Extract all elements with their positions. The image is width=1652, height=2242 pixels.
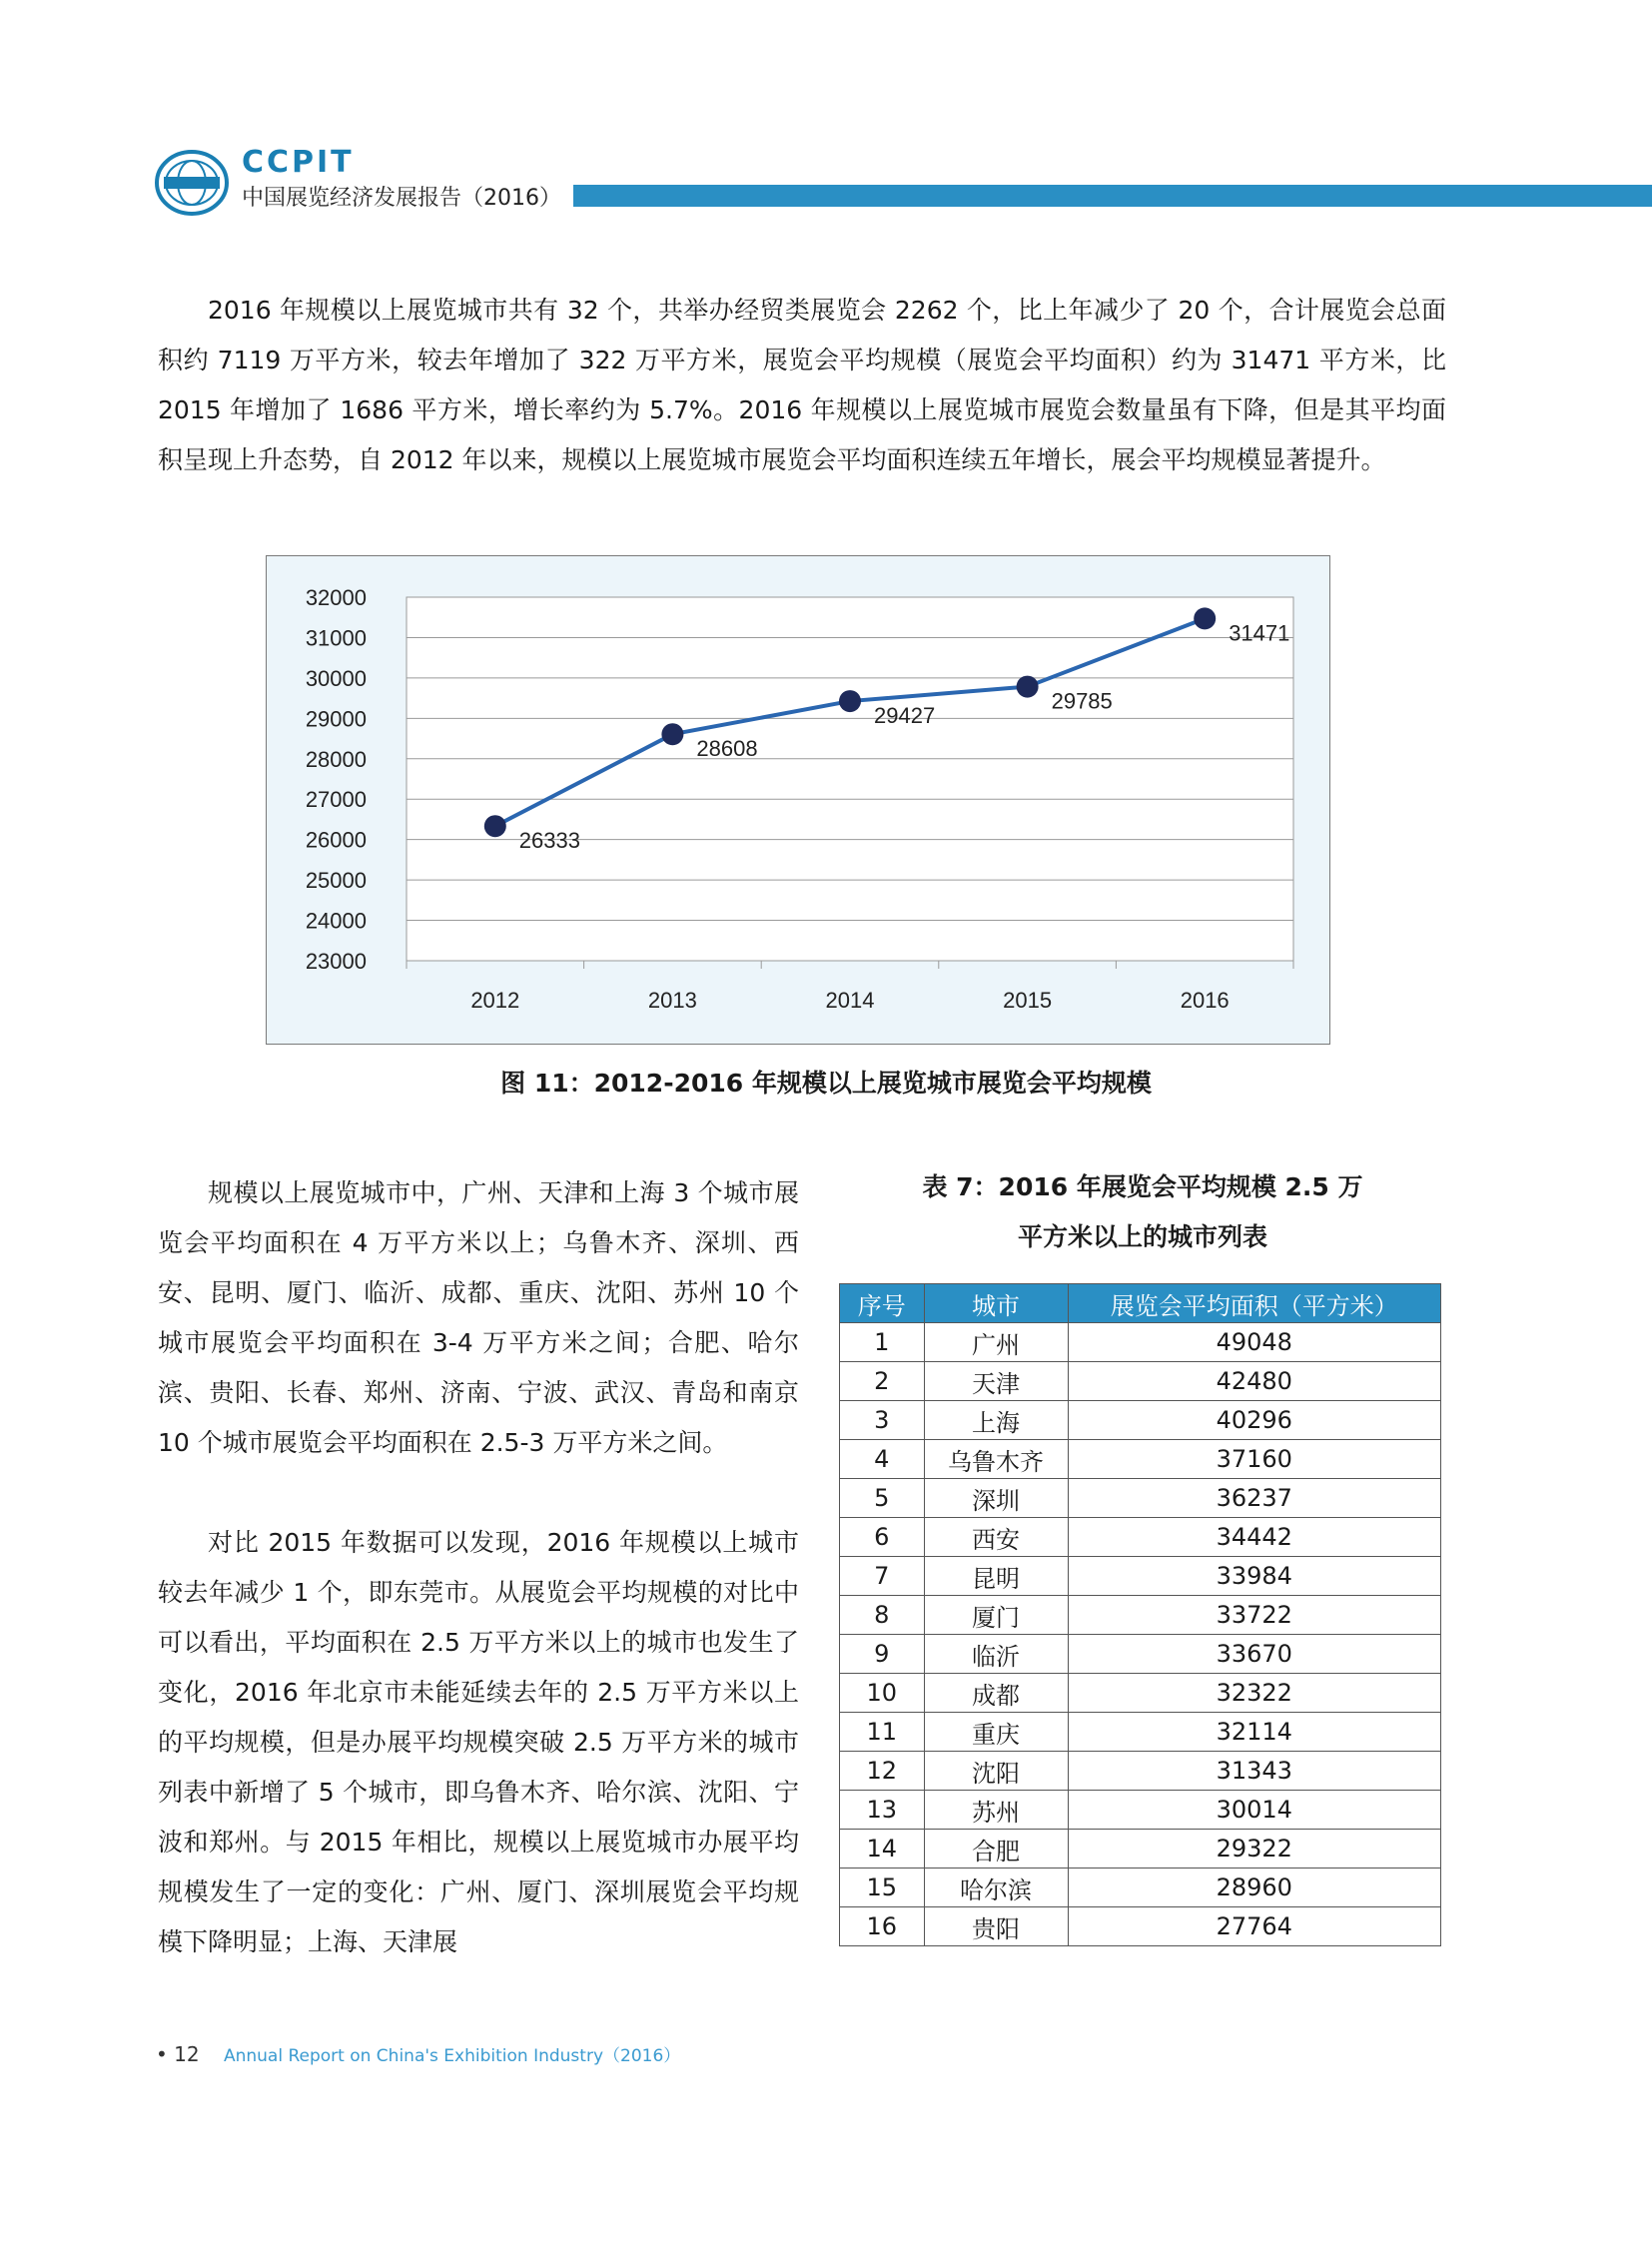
row-avg-area: 32114	[1068, 1713, 1440, 1752]
table-row	[840, 1518, 1441, 1557]
row-avg-area: 33722	[1068, 1596, 1440, 1635]
row-avg-area: 27764	[1068, 1907, 1440, 1946]
table-row	[840, 1868, 1441, 1907]
row-index: 15	[840, 1868, 925, 1907]
y-tick-label: 28000	[305, 746, 367, 772]
table-row	[840, 1907, 1441, 1946]
data-point	[661, 723, 683, 745]
row-city: 上海	[924, 1401, 1068, 1440]
row-avg-area: 28960	[1068, 1868, 1440, 1907]
page-number: • 12	[156, 2042, 200, 2066]
header-avg-area: 展览会平均面积（平方米）	[1068, 1284, 1440, 1323]
row-avg-area: 32322	[1068, 1674, 1440, 1713]
row-index: 16	[840, 1907, 925, 1946]
table-row	[840, 1401, 1441, 1440]
x-tick-label: 2013	[647, 988, 697, 1013]
row-city: 深圳	[924, 1479, 1068, 1518]
figure-caption: 图 11：2012-2016 年规模以上展览城市展览会平均规模	[500, 1069, 1152, 1098]
row-avg-area: 37160	[1068, 1440, 1440, 1479]
y-tick-label: 29000	[305, 706, 367, 732]
row-avg-area: 34442	[1068, 1518, 1440, 1557]
table-row	[840, 1479, 1441, 1518]
city-area-table	[839, 1283, 1441, 1946]
x-tick-label: 2012	[470, 988, 520, 1013]
data-label: 31471	[1229, 620, 1290, 646]
table-caption-line1: 表 7：2016 年展览会平均规模 2.5 万	[922, 1172, 1363, 1201]
data-label: 29785	[1051, 688, 1113, 714]
table-header-row	[840, 1284, 1441, 1323]
row-avg-area: 31343	[1068, 1752, 1440, 1791]
row-city: 广州	[924, 1323, 1068, 1362]
table-row	[840, 1323, 1441, 1362]
header-index: 序号	[840, 1284, 925, 1323]
data-point	[1194, 607, 1216, 629]
row-city: 天津	[924, 1362, 1068, 1401]
report-title: 中国展览经济发展报告（2016）	[242, 186, 561, 211]
row-city: 临沂	[924, 1635, 1068, 1674]
row-city: 合肥	[924, 1830, 1068, 1868]
row-city: 重庆	[924, 1713, 1068, 1752]
row-city: 哈尔滨	[924, 1868, 1068, 1907]
y-tick-label: 25000	[305, 868, 367, 894]
row-city: 成都	[924, 1674, 1068, 1713]
row-index: 1	[840, 1323, 925, 1362]
y-tick-label: 23000	[305, 949, 367, 974]
row-city: 贵阳	[924, 1907, 1068, 1946]
row-avg-area: 40296	[1068, 1401, 1440, 1440]
row-city: 乌鲁木齐	[924, 1440, 1068, 1479]
row-index: 3	[840, 1401, 925, 1440]
brand-name: CCPIT	[242, 145, 355, 180]
row-index: 12	[840, 1752, 925, 1791]
row-index: 13	[840, 1791, 925, 1830]
row-index: 9	[840, 1635, 925, 1674]
page-footer	[156, 2041, 680, 2069]
row-avg-area: 33670	[1068, 1635, 1440, 1674]
x-tick-label: 2015	[1003, 988, 1053, 1013]
table-row	[840, 1557, 1441, 1596]
row-index: 8	[840, 1596, 925, 1635]
row-index: 11	[840, 1713, 925, 1752]
table-row	[840, 1713, 1441, 1752]
paragraph-city-ranges: 规模以上展览城市中，广州、天津和上海 3 个城市展览会平均面积在 4 万平方米以上；乌鲁木齐、深圳、西安、昆明、厦门、临沂、成都、重庆、沈阳、苏州 10 个城市展览会平均面积在 3-4 万平方米之间；合肥、哈尔滨、贵阳、长春、郑州、济南、宁波、武汉、青岛和南京 10 个城市展览会平均面积在 2.5-3 万平方米之间。	[158, 1178, 799, 1457]
line-chart	[266, 555, 1330, 1045]
table-row	[840, 1791, 1441, 1830]
row-city: 沈阳	[924, 1752, 1068, 1791]
x-tick-label: 2016	[1180, 988, 1230, 1013]
data-point	[484, 815, 506, 837]
table-row	[840, 1674, 1441, 1713]
row-index: 6	[840, 1518, 925, 1557]
chart-canvas	[267, 556, 1329, 1044]
intro-paragraph: 2016 年规模以上展览城市共有 32 个，共举办经贸类展览会 2262 个，比上年减少了 20 个，合计展览会总面积约 7119 万平方米，较去年增加了 322 万平方米，展览会平均规模（展览会平均面积）约为 31471 平方米，比 2015 年增加了 1686 平方米，增长率约为 5.7%。2016 年规模以上展览城市展览会数量虽有下降，但是其平均面积呈现上升态势，自 2012 年以来，规模以上展览城市展览会平均面积连续五年增长，展会平均规模显著提升。	[158, 296, 1446, 474]
row-city: 厦门	[924, 1596, 1068, 1635]
row-avg-area: 36237	[1068, 1479, 1440, 1518]
row-city: 西安	[924, 1518, 1068, 1557]
data-point	[839, 690, 861, 712]
data-label: 29427	[874, 703, 936, 729]
row-index: 5	[840, 1479, 925, 1518]
row-avg-area: 30014	[1068, 1791, 1440, 1830]
y-tick-label: 27000	[305, 787, 367, 813]
x-tick-label: 2014	[825, 988, 875, 1013]
row-city: 苏州	[924, 1791, 1068, 1830]
y-tick-label: 32000	[305, 585, 367, 610]
row-index: 10	[840, 1674, 925, 1713]
row-index: 14	[840, 1830, 925, 1868]
running-title: Annual Report on China's Exhibition Industry（2016）	[223, 2046, 681, 2066]
table-row	[840, 1362, 1441, 1401]
paragraph-comparison: 对比 2015 年数据可以发现，2016 年规模以上城市较去年减少 1 个，即东莞市。从展览会平均规模的对比中可以看出，平均面积在 2.5 万平方米以上的城市也发生了变化，2016 年北京市未能延续去年的 2.5 万平方米以上的平均规模，但是办展平均规模突破 2.5 万平方米的城市列表中新增了 5 个城市，即乌鲁木齐、哈尔滨、沈阳、宁波和郑州。与 2015 年相比，规模以上展览城市办展平均规模发生了一定的变化：广州、厦门、深圳展览会平均规模下降明显；上海、天津展	[158, 1528, 799, 1956]
plot-area	[407, 597, 1293, 961]
table-caption-line2: 平方米以上的城市列表	[1017, 1222, 1267, 1251]
y-tick-label: 24000	[305, 908, 367, 934]
row-index: 4	[840, 1440, 925, 1479]
row-index: 2	[840, 1362, 925, 1401]
row-avg-area: 42480	[1068, 1362, 1440, 1401]
header-city: 城市	[924, 1284, 1068, 1323]
header-accent-bar	[573, 185, 1652, 207]
y-tick-label: 30000	[305, 665, 367, 691]
row-avg-area: 49048	[1068, 1323, 1440, 1362]
row-avg-area: 33984	[1068, 1557, 1440, 1596]
ccpit-logo-icon	[154, 148, 230, 218]
data-point	[1017, 676, 1039, 698]
table-row	[840, 1596, 1441, 1635]
table-row	[840, 1830, 1441, 1868]
y-tick-label: 26000	[305, 827, 367, 853]
data-label: 28608	[696, 736, 758, 762]
row-avg-area: 29322	[1068, 1830, 1440, 1868]
table-row	[840, 1752, 1441, 1791]
row-city: 昆明	[924, 1557, 1068, 1596]
table-row	[840, 1440, 1441, 1479]
data-label: 26333	[518, 828, 580, 854]
table-row	[840, 1635, 1441, 1674]
row-index: 7	[840, 1557, 925, 1596]
y-tick-label: 31000	[305, 625, 367, 651]
